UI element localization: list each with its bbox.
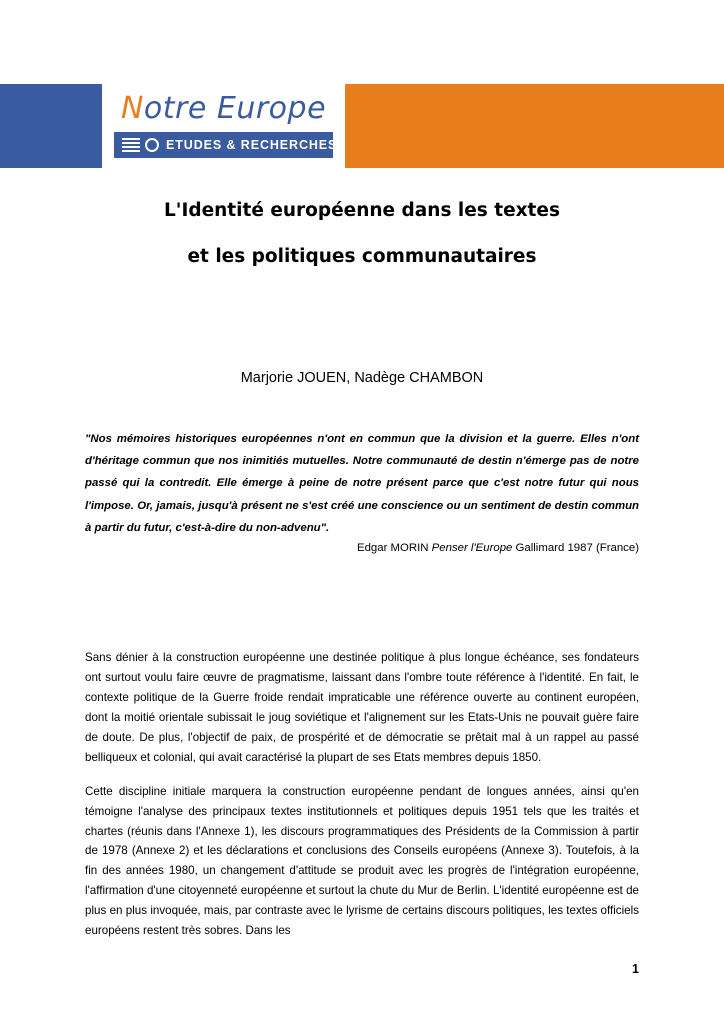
logo-title-initial: N xyxy=(120,91,144,126)
epigraph-quote: "Nos mémoires historiques européennes n'ont en commun que la division et la guerre. Elles n'ont d'héritage commun que nos inimitiés mutuelles. Notre communauté de destin n'émerge pas de notre passé qui la contredit. Elle émerge à peine de notre présent parce que c'est notre futur qui nous l'impose. Or, jamais, jusqu'à présent ne s'est créé une conscience ou un sentiment de destin commun à partir du futur, c'est-à-dire du non-advenu". xyxy=(85,433,639,534)
body-content xyxy=(85,648,639,955)
header-banner xyxy=(0,84,724,168)
epigraph-source xyxy=(85,542,639,554)
notre-europe-logo xyxy=(102,84,345,168)
epigraph-source-work: Penser l'Europe xyxy=(431,542,513,554)
body-paragraph-1: Sans dénier à la construction européenne une destinée politique à plus longue échéance, ses fondateurs ont surtout voulu faire œuvre de pragmatisme, laissant dans l'ombre toute référence à l'identité. En fait, le contexte politique de la Guerre froide rendait impraticable une référence ouverte au continent européen, dont la moitié orientale subissait le joug soviétique et l'alignement sur les Etats-Unis ne pouvait guère faire de doute. De plus, l'objectif de paix, de prospérité et de démocratie se prêtait mal à un rappel au passé belliqueux et colonial, qui avait caractérisé la plupart de ses Etats membres depuis 1850. xyxy=(85,651,639,764)
page-title xyxy=(85,200,639,268)
body-paragraph-2: Cette discipline initiale marquera la construction européenne pendant de longues années, ainsi qu'en témoigne l'analyse des principaux textes institutionnels et politiques depuis 1951 tels que les traités et chartes (réunis dans l'Annexe 1), les discours programmatiques des Présidents de la Commission à partir de 1978 (Annexe 2) et les déclarations et conclusions des Conseils européens (Annexe 3). Toutefois, à la fin des années 1980, un changement d'attitude se produit avec les progrès de l'intégration européenne, l'affirmation d'une citoyenneté européenne et surtout la chute du Mur de Berlin. L'identité européenne est de plus en plus invoquée, mais, par contraste avec le lyrisme de certains discours politiques, les textes officiels européens restent très sobres. Dans les xyxy=(85,784,639,938)
page-title-line-2: et les politiques communautaires xyxy=(187,246,537,268)
header-left-block xyxy=(0,84,102,168)
logo-subtitle-label: ETUDES & RECHERCHES xyxy=(166,138,338,152)
page-title-line-1: L'Identité européenne dans les textes xyxy=(164,200,560,221)
circle-icon xyxy=(145,138,159,152)
book-lines-icon xyxy=(122,138,140,153)
authors-line: Marjorie JOUEN, Nadège CHAMBON xyxy=(240,370,484,386)
epigraph-source-author: Edgar MORIN xyxy=(356,542,432,554)
logo-title xyxy=(102,91,345,126)
logo-title-rest: otre Europe xyxy=(143,91,327,126)
epigraph-source-publisher: Gallimard 1987 (France) xyxy=(512,542,639,554)
page-number: 1 xyxy=(632,962,639,976)
logo-subtitle-bar xyxy=(114,132,338,158)
